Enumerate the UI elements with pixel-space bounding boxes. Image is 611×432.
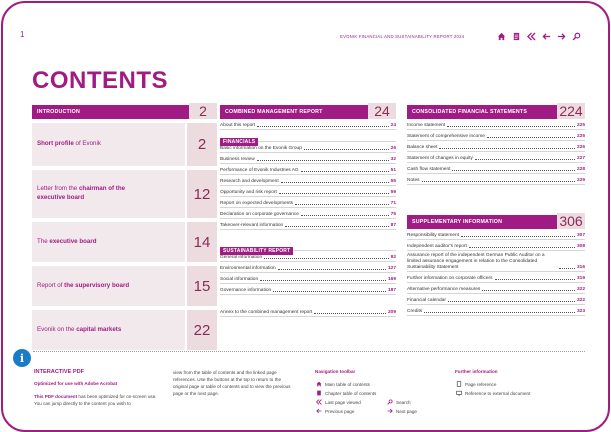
cfs-label: CONSOLIDATED FINANCIAL STATEMENTS (412, 109, 528, 115)
toc-row-page: 319 (576, 275, 585, 281)
dot-leader (439, 148, 575, 149)
arrow-right-icon[interactable] (556, 31, 567, 41)
toc-row-page: 26 (390, 146, 396, 152)
toc-row-label: Statement of comprehensive income (407, 134, 485, 140)
dot-leader (475, 159, 575, 160)
toc-row-page: 225 (576, 123, 585, 129)
toc-row[interactable] (220, 219, 396, 230)
dot-leader (482, 290, 575, 291)
toc-row[interactable] (220, 164, 396, 175)
toc-row[interactable] (407, 272, 585, 283)
introduction-tile[interactable] (32, 170, 217, 218)
history-back-icon[interactable] (526, 31, 537, 41)
navigation-toolbar-title: Navigation toolbar (315, 369, 356, 374)
introduction-header[interactable] (32, 105, 217, 119)
toc-row[interactable] (407, 174, 585, 185)
dot-leader (279, 193, 389, 194)
toc-row-label: Notes (407, 178, 420, 184)
tile-page: 15 (187, 266, 217, 306)
info-icon: i (13, 349, 31, 367)
toc-row[interactable] (220, 175, 396, 186)
dot-leader (264, 258, 389, 259)
introduction-label: INTRODUCTION (37, 109, 81, 115)
dot-leader (260, 280, 386, 281)
toc-row[interactable] (220, 197, 396, 208)
toc-row-page: 92 (390, 255, 396, 261)
toc-row-page: 127 (387, 266, 396, 272)
financials-subheader-wrap (220, 130, 396, 145)
toc-row[interactable] (407, 229, 585, 240)
toc-row-page: 169 (387, 277, 396, 283)
toc-row-label: Business review (220, 157, 255, 163)
tile-label (32, 266, 185, 306)
dot-leader (301, 171, 389, 172)
tile-page: 2 (187, 123, 217, 166)
toc-row[interactable] (407, 119, 585, 130)
toc-row-page: 323 (576, 308, 585, 314)
dot-leader (304, 149, 389, 150)
further-legend-label: Page reference (465, 381, 497, 387)
dot-leader (422, 181, 575, 182)
toc-row[interactable] (407, 152, 585, 163)
nav-legend-label: Previous page (325, 408, 355, 414)
nav-legend-item (315, 408, 354, 414)
sustainability-subheader-wrap (220, 239, 396, 254)
arrow-left-icon[interactable] (541, 31, 552, 41)
dot-leader (281, 182, 389, 183)
search-icon (386, 399, 393, 405)
arrow-left-icon (315, 408, 322, 414)
dot-leader (314, 313, 386, 314)
nav-legend-item (315, 390, 376, 396)
introduction-column (32, 105, 217, 350)
pdf-text: has been optimized for on-screen use. You can jump directly to the content you wish to (34, 394, 157, 407)
arrow-right-icon (386, 408, 393, 414)
toc-row-page: 32 (390, 157, 396, 163)
home-icon[interactable] (496, 31, 507, 41)
introduction-tile[interactable] (32, 266, 217, 306)
tile-label-bold: chairman of the executive board (37, 185, 126, 201)
further-legend-label: Reference to external document (465, 390, 531, 396)
dot-leader (273, 291, 386, 292)
dot-leader (469, 247, 575, 248)
toc-row-label: Balance sheet (407, 145, 438, 151)
tile-label-pre: The (37, 237, 50, 245)
nav-legend-item (386, 399, 411, 405)
introduction-tile[interactable] (32, 310, 217, 350)
interactive-pdf-title: INTERACTIVE PDF (34, 369, 85, 375)
tile-label-post: of Evonik (73, 140, 101, 147)
toc-row-page: 226 (576, 145, 585, 151)
cmr-page: 24 (368, 103, 396, 119)
dot-leader (495, 279, 575, 280)
nav-legend-item (315, 399, 361, 405)
toc-row-label: Income statement (407, 123, 446, 129)
page-number: 1 (20, 30, 25, 39)
tile-label (32, 170, 185, 218)
toc-row-label: Annex to the combined management report (220, 310, 313, 316)
supplementary-label: SUPPLEMENTARY INFORMATION (412, 219, 503, 225)
nav-legend-label: Chapter table of contents (325, 390, 377, 396)
toc-row[interactable] (407, 283, 585, 294)
further-legend-item (455, 390, 530, 396)
tile-label (32, 222, 185, 262)
toc-row-label: Takeover-relevant information (220, 223, 284, 229)
toc-row-page: 75 (390, 212, 396, 218)
toc-row-label: About this report (220, 123, 256, 129)
contents-page (1, 1, 610, 432)
further-information-title: Further information (455, 369, 498, 374)
financials-subheader: FINANCIALS (220, 138, 258, 146)
toc-row-label: Environmental information (220, 266, 276, 272)
pdf-bold: This PDF document (34, 394, 78, 399)
dot-leader (452, 170, 575, 171)
toc-row-label: Social information (220, 277, 259, 283)
dot-leader (447, 126, 575, 127)
toc-row-page: 227 (576, 156, 585, 162)
toc-row[interactable] (220, 306, 396, 317)
dot-leader (278, 269, 386, 270)
toc-row-label: Governance information (220, 288, 272, 294)
tile-label (32, 123, 185, 166)
dot-leader (559, 268, 575, 269)
toc-row-label: Cash flow statement (407, 167, 451, 173)
dot-leader (295, 204, 389, 205)
history-back-icon (315, 399, 322, 405)
tile-label-pre: Evonik on the (37, 325, 77, 333)
tile-label (32, 310, 185, 350)
tile-page: 14 (187, 222, 217, 262)
toc-row[interactable] (220, 208, 396, 219)
combined-management-report-header[interactable] (220, 105, 396, 119)
toc-row-label: Performance of Evonik Industries AG (220, 168, 299, 174)
page-heading: CONTENTS (32, 67, 168, 94)
consolidated-financial-statements-column (407, 105, 585, 316)
nav-legend-label: Search (396, 399, 411, 405)
dot-leader (285, 226, 388, 227)
toc-row-page: 59 (390, 190, 396, 196)
introduction-page: 2 (189, 103, 217, 119)
toc-row-label: Alternative performance measures (407, 286, 481, 292)
nav-legend-item (386, 408, 417, 414)
external-document-icon (455, 390, 462, 396)
toc-row-page: 225 (576, 134, 585, 140)
nav-legend-label: Main table of contents (325, 381, 370, 387)
dot-leader (301, 215, 389, 216)
tile-label-bold: Short profile (37, 140, 74, 147)
nav-legend-item (315, 381, 370, 387)
dot-leader (257, 160, 389, 161)
toc-row-page: 229 (576, 178, 585, 184)
supplementary-header[interactable] (407, 215, 585, 229)
toc-row[interactable] (407, 251, 585, 272)
toc-row-page: 307 (576, 233, 585, 239)
nav-legend-label: Next page (396, 408, 417, 414)
toc-row[interactable] (407, 141, 585, 152)
document-title: EVONIK FINANCIAL AND SUSTAINABILITY REPORT 2024 (340, 34, 465, 39)
toc-row[interactable] (220, 262, 396, 273)
toc-row-page: 24 (390, 123, 396, 129)
toc-row-page: 51 (390, 168, 396, 174)
tile-label-bold: executive board (49, 237, 97, 245)
toc-row[interactable] (220, 153, 396, 164)
dot-leader (424, 312, 575, 313)
nav-legend-label: Last page viewed (325, 399, 361, 405)
toc-row-label: Credits (407, 308, 423, 314)
toc-row[interactable] (407, 305, 585, 316)
toc-row-label: Opportunity and risk report (220, 190, 277, 196)
pdf-description-continued: view from the table of contents and the linked page references. Use the buttons at the top to return to the original page or table of contents and to view the previous page or the next page. (173, 370, 291, 397)
toc-row-label: Responsibility statement (407, 233, 459, 239)
cmr-label: COMBINED MANAGEMENT REPORT (225, 109, 323, 115)
toc-row-label: Assurance report of the independent German Public Auditor on a limited assurance engagement in relation to the Consolidated Sustainability Statement (407, 253, 545, 270)
toc-row[interactable] (220, 186, 396, 197)
home-icon (315, 381, 322, 387)
cfs-header[interactable] (407, 105, 585, 119)
pdf-description (34, 393, 162, 407)
optimized-note: Optimized for use with Adobe Acrobat (34, 381, 118, 386)
further-legend-item (455, 381, 496, 387)
tile-label-pre: Letter from the (37, 185, 79, 193)
toc-row-page: 308 (576, 244, 585, 250)
toc-row-page: 322 (576, 286, 585, 292)
introduction-tile[interactable] (32, 123, 217, 166)
navigation-toolbar (496, 31, 582, 41)
toc-row-label: Declaration on corporate governance (220, 212, 299, 218)
tile-label-bold: the supervisory board (64, 281, 130, 289)
toc-row[interactable] (220, 273, 396, 284)
toc-row-page: 55 (390, 179, 396, 185)
dot-leader (487, 137, 575, 138)
toc-row-page: 322 (576, 297, 585, 303)
toc-row[interactable] (220, 284, 396, 295)
search-icon[interactable] (571, 31, 582, 41)
toc-row[interactable] (220, 119, 396, 130)
cfs-page: 224 (557, 103, 585, 119)
toc-row[interactable] (407, 294, 585, 305)
toc-row-label: Basic information on the Evonik Group (220, 146, 302, 152)
tile-label-bold: capital markets (76, 325, 122, 333)
tile-label-pre: Report of (37, 281, 65, 289)
toc-row-label: Report on expected developments (220, 201, 294, 207)
toc-row-page: 187 (387, 288, 396, 294)
toc-row-label: Independent auditor's report (407, 244, 467, 250)
toc-row-label: Financial calendar (407, 297, 446, 303)
dot-leader (257, 126, 388, 127)
toc-row-page: 228 (576, 167, 585, 173)
document-icon (315, 390, 322, 396)
document-icon[interactable] (511, 31, 522, 41)
toc-row[interactable] (407, 130, 585, 141)
toc-row-page: 87 (390, 223, 396, 229)
sustainability-subheader: SUSTAINABILITY REPORT (220, 247, 293, 255)
toc-row-page: 316 (576, 264, 585, 270)
tile-page: 12 (187, 170, 217, 218)
footer-divider (33, 351, 585, 352)
toc-row-page: 209 (387, 310, 396, 316)
combined-management-report-column (220, 105, 396, 317)
toc-row[interactable] (407, 163, 585, 174)
dot-leader (448, 301, 575, 302)
page-reference-icon (455, 381, 462, 387)
toc-row-label: General information (220, 255, 263, 261)
introduction-tile[interactable] (32, 222, 217, 262)
dot-leader (461, 236, 575, 237)
toc-row-page: 71 (390, 201, 396, 207)
supplementary-page: 306 (557, 213, 585, 229)
toc-row-label: Statement of changes in equity (407, 156, 473, 162)
toc-row-label: Further information on corporate officers (407, 275, 493, 281)
toc-row[interactable] (407, 240, 585, 251)
tile-page: 22 (187, 310, 217, 350)
toc-row-label: Research and development (220, 179, 279, 185)
